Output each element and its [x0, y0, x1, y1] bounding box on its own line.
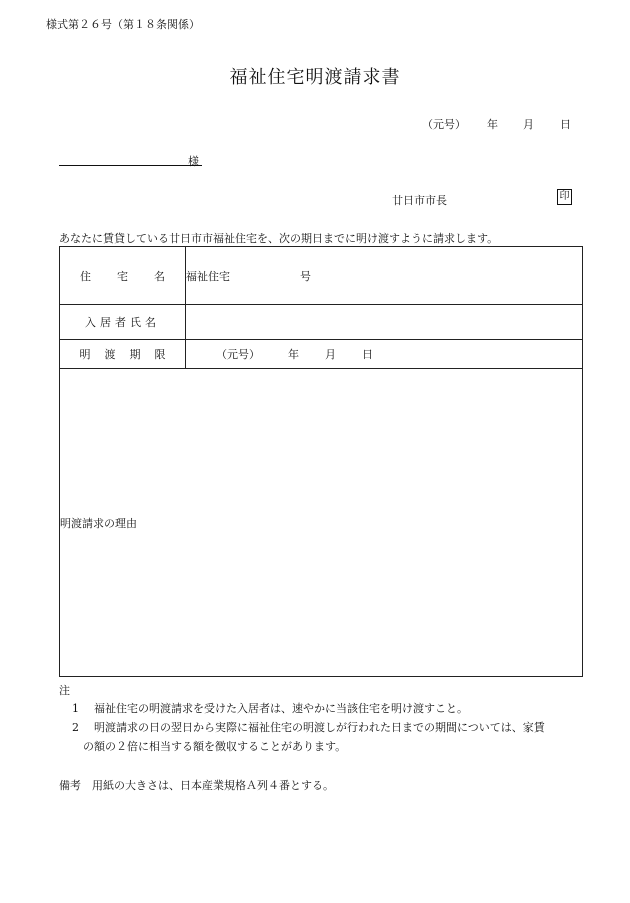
row-housing-name — [60, 247, 583, 305]
notes-heading: 注 — [59, 684, 70, 697]
row-resident — [60, 305, 583, 340]
note-item-2-continuation: の額の２倍に相当する額を徴収することがあります。 — [83, 740, 347, 753]
deadline-era: （元号） — [216, 348, 260, 361]
label-char: 住 — [80, 269, 91, 283]
row-deadline — [60, 340, 583, 369]
request-form-table — [59, 246, 583, 677]
deadline-value — [186, 340, 583, 369]
label-char: 宅 — [117, 269, 128, 283]
form-number: 様式第２６号（第１８条関係） — [46, 18, 200, 31]
label-char: 限 — [154, 348, 166, 361]
addressee-blank-line — [59, 165, 202, 166]
label-char: 渡 — [104, 348, 116, 361]
label-char: 期 — [129, 348, 141, 361]
row-reason — [60, 369, 583, 677]
deadline-month: 月 — [325, 348, 336, 361]
note-number: 2 — [72, 721, 79, 734]
addressee-suffix: 様 — [188, 155, 199, 168]
note-text: 福祉住宅の明渡請求を受けた入居者は、速やかに当該住宅を明け渡すこと。 — [94, 702, 468, 715]
deadline-day: 日 — [362, 348, 373, 361]
label-char: 明 — [79, 348, 91, 361]
date-day: 日 — [560, 118, 571, 131]
date-era: （元号） — [422, 118, 466, 131]
resident-label-text: 入居者氏名 — [85, 316, 160, 329]
remarks: 備考 用紙の大きさは、日本産業規格Ａ列４番とする。 — [59, 779, 334, 792]
resident-label — [60, 305, 186, 340]
note-text: 明渡請求の日の翌日から実際に福祉住宅の明渡しが行われた日までの期間については、家賃 — [94, 721, 545, 734]
reason-label: 明渡請求の理由 — [60, 516, 137, 530]
note-item-1 — [72, 700, 468, 716]
document-title: 福祉住宅明渡請求書 — [229, 67, 401, 88]
issuer: 廿日市市長 — [392, 194, 447, 207]
deadline-label — [60, 340, 186, 369]
housing-name-text: 福祉住宅 — [186, 269, 230, 283]
date-month: 月 — [523, 118, 534, 131]
note-item-2 — [72, 719, 545, 735]
deadline-year: 年 — [288, 348, 299, 361]
date-year: 年 — [487, 118, 498, 131]
seal-mark: 印 — [557, 189, 572, 205]
note-number: 1 — [72, 702, 79, 715]
housing-name-label — [60, 247, 186, 305]
housing-name-value — [186, 247, 583, 305]
intro-text: あなたに賃貸している廿日市市福祉住宅を、次の期日までに明け渡すように請求します。 — [59, 232, 499, 245]
resident-value — [186, 305, 583, 340]
reason-cell — [60, 369, 583, 677]
label-char: 名 — [154, 269, 165, 283]
housing-number-suffix: 号 — [300, 269, 311, 283]
